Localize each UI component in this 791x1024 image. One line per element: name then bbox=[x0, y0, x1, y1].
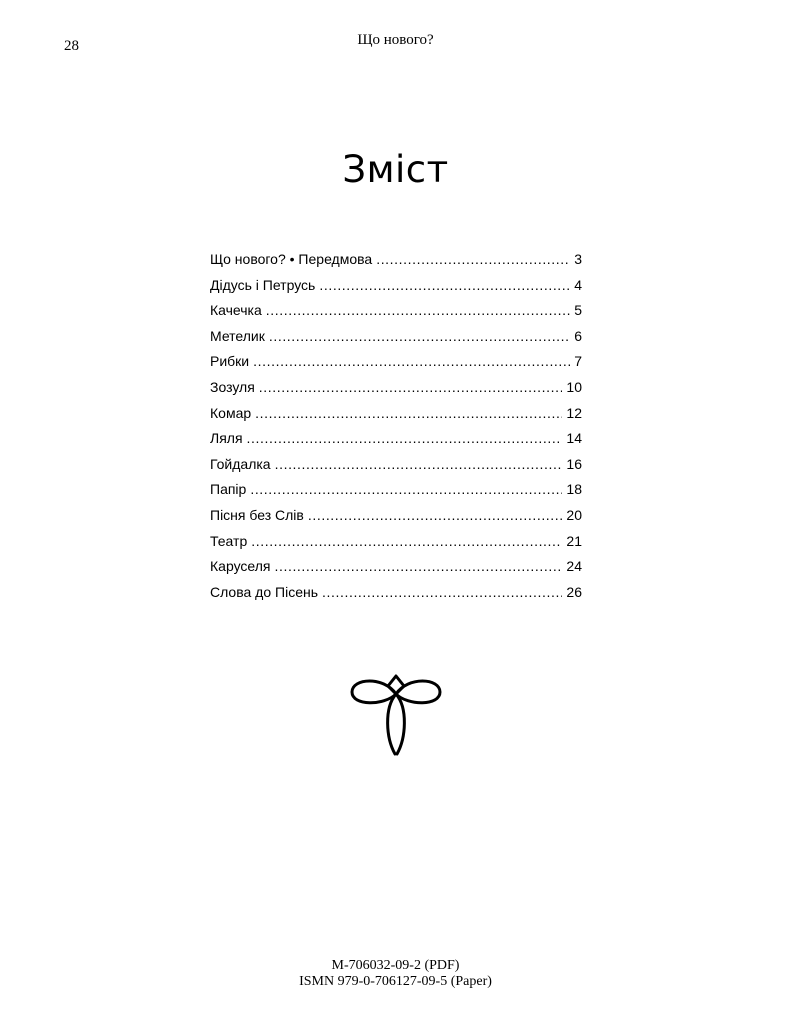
toc-entry-page: 24 bbox=[566, 558, 582, 575]
toc-leader-dots bbox=[274, 557, 562, 575]
toc-leader-dots bbox=[322, 583, 562, 601]
toc-entry bbox=[210, 250, 582, 276]
footer-ismn: ISMN 979-0-706127-09-5 (Paper) bbox=[299, 974, 492, 989]
page-title: Зміст bbox=[342, 148, 449, 191]
toc-leader-dots bbox=[269, 327, 570, 345]
toc-entry-page: 21 bbox=[566, 532, 582, 549]
toc-entry-title: Метелик bbox=[210, 327, 265, 344]
toc-entry bbox=[210, 378, 582, 404]
toc-entry-title: Зозуля bbox=[210, 378, 255, 395]
toc-leader-dots bbox=[259, 378, 563, 396]
toc-entry-page: 5 bbox=[574, 302, 582, 319]
toc-entry-title: Каруселя bbox=[210, 558, 271, 575]
toc-entry-page: 3 bbox=[574, 251, 582, 267]
toc-entry bbox=[210, 557, 582, 583]
toc-entry bbox=[210, 480, 582, 506]
toc-entry-title: Ляля bbox=[210, 430, 243, 447]
toc-leader-dots bbox=[275, 455, 563, 473]
page-number: 28 bbox=[64, 38, 79, 54]
toc-entry-page: 12 bbox=[566, 404, 582, 421]
toc-entry-title: Качечка bbox=[210, 302, 262, 319]
toc-leader-dots bbox=[247, 429, 563, 447]
celtic-knot-ornament-icon bbox=[346, 672, 446, 760]
footer bbox=[0, 958, 791, 990]
toc-entry-title: Театр bbox=[210, 532, 248, 549]
toc-entry bbox=[210, 301, 582, 327]
toc-entry-title: Пісня без Слів bbox=[210, 506, 304, 523]
toc-entry-title: Що нового? • Передмова bbox=[210, 251, 373, 267]
toc-entry-page: 10 bbox=[566, 378, 582, 395]
toc-leader-dots bbox=[253, 352, 570, 370]
toc-leader-dots bbox=[308, 506, 563, 524]
toc-entry bbox=[210, 455, 582, 481]
toc-entry-title: Гойдалка bbox=[210, 455, 271, 472]
toc-entry-page: 18 bbox=[566, 481, 582, 498]
toc-entry bbox=[210, 276, 582, 302]
toc-leader-dots bbox=[319, 276, 570, 294]
running-header-title: Що нового? bbox=[357, 32, 434, 48]
toc-leader-dots bbox=[376, 250, 570, 268]
toc-leader-dots bbox=[251, 532, 562, 550]
toc-leader-dots bbox=[266, 301, 570, 319]
toc-entry-page: 26 bbox=[566, 583, 582, 600]
toc-leader-dots bbox=[255, 404, 562, 422]
toc-entry bbox=[210, 583, 582, 609]
toc-entry bbox=[210, 532, 582, 558]
toc-entry bbox=[210, 404, 582, 430]
toc-entry-title: Слова до Пісень bbox=[210, 583, 319, 600]
table-of-contents bbox=[210, 250, 582, 608]
toc-entry bbox=[210, 352, 582, 378]
toc-leader-dots bbox=[250, 480, 562, 498]
toc-entry-page: 14 bbox=[566, 430, 582, 447]
footer-pdf-id: M-706032-09-2 (PDF) bbox=[331, 958, 460, 973]
toc-entry-title: Дідусь і Петрусь bbox=[210, 276, 316, 293]
toc-entry-title: Комар bbox=[210, 404, 252, 421]
toc-entry-title: Рибки bbox=[210, 353, 250, 370]
toc-entry bbox=[210, 506, 582, 532]
toc-entry-page: 6 bbox=[574, 327, 582, 344]
toc-entry bbox=[210, 327, 582, 353]
toc-entry-page: 20 bbox=[566, 506, 582, 523]
toc-entry-page: 16 bbox=[566, 455, 582, 472]
toc-entry-page: 4 bbox=[574, 276, 582, 293]
toc-entry-title: Папір bbox=[210, 481, 247, 498]
toc-entry bbox=[210, 429, 582, 455]
toc-entry-page: 7 bbox=[574, 353, 582, 370]
